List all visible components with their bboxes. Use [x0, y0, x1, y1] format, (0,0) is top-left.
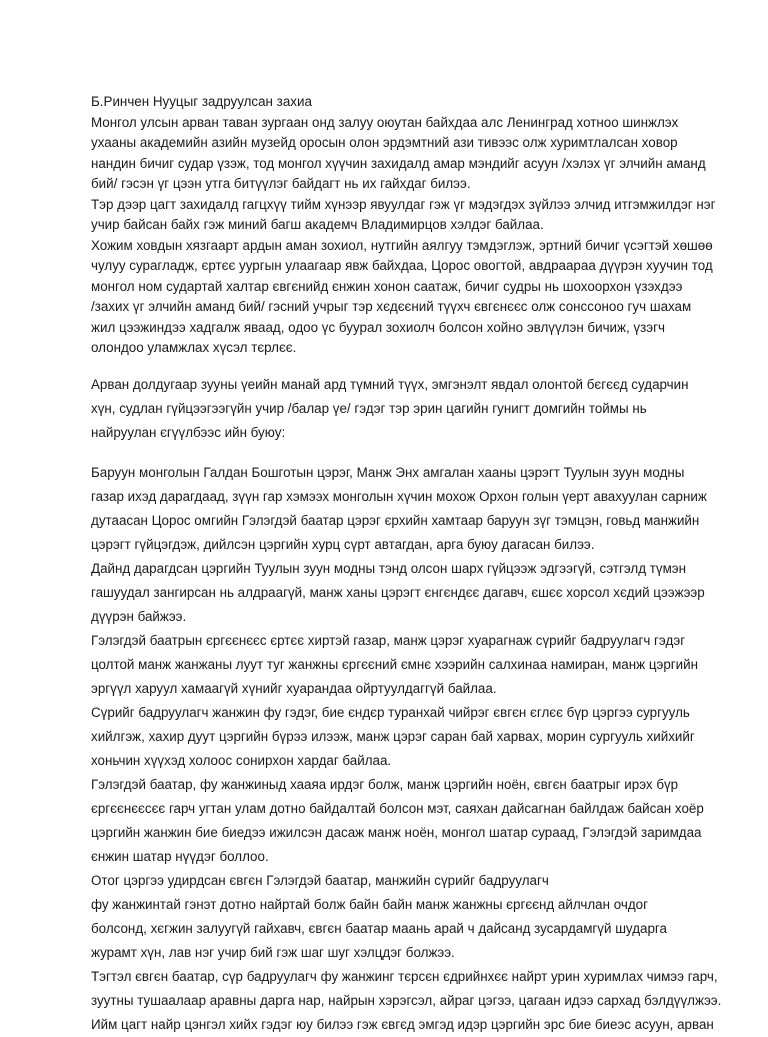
- section-story: [91, 461, 722, 1037]
- text-line: цолтой манж жанжаны луут туг жанжны єргєєний ємнє хээрийн салхинаа намиран, манж цэргийн: [91, 656, 699, 672]
- text-line: Хожим ховдын хязгаарт ардын аман зохиол, нутгийн аялгуу тэмдэглэж, эртний бичиг үсэгтэй хөшөө: [91, 237, 713, 253]
- text-line: фу жанжинтай гэнэт дотно найртай болж байн байн манж жанжны єргєєнд айлчлан очдог: [91, 896, 648, 912]
- text-line: хийлгэж, хахир дуут цэргийн бүрээ илээж, манж цэрэг саран бай харвах, морин сургууль хийхийг: [91, 728, 695, 744]
- paragraph-gap: [91, 359, 691, 373]
- section-preface: [91, 373, 691, 445]
- text-line: зуутны тушаалаар аравны дарга нар, найрын хэрэгсэл, айраг цэгээ, цагаан идээ сархад бэлдүүлжээ.: [91, 992, 722, 1008]
- text-line: нандин бичиг судар үзэж, тод монгол хүүчин захидалд амар мэндийг асуун /хэлэх үг элчийн аманд: [91, 155, 706, 171]
- text-line: /захих үг элчийн аманд бий/ гэсний учрыг тэр хєдєєний түүхч євгєнєєс олж сонссоноо гуч шахам: [91, 299, 692, 314]
- text-line: газар ихэд дарагдаад, зүүн гар хэмээх монголын хүчин мохож Орхон голын үерт авахуулан сарниж: [91, 488, 707, 504]
- text-line: Тэгтэл євгєн баатар, сүр бадруулагч фу жанжинг тєрсєн єдрийнхєє найрт урин хуримлах чимээ гарч,: [91, 968, 718, 984]
- paragraph-intro: [91, 113, 716, 359]
- text-line: Гэлэгдэй баатрын єргєєнєєс єртєє хиртэй газар, манж цэрэг хуарагнаж сүрийг бадруулагч гэдэг: [91, 632, 686, 648]
- text-line: єнжин шатар нүүдэг боллоо.: [91, 848, 269, 864]
- text-line: бий/ гэсэн үг цээн утга битүүлэг байдагт нь их гайхдаг билээ.: [91, 176, 471, 191]
- text-line: болсонд, хєгжин залуугүй гайхавч, євгєн баатар маань арай ч дайсанд зусардамгүй шударга: [91, 920, 667, 936]
- text-line: Монгол улсын арван таван зургаан онд залуу оюутан байхдаа алс Ленинград хотноо шинжлэх: [91, 114, 679, 130]
- text-line: гашуудал зангирсан нь алдраагүй, манж ханы цэрэгт єнгєндєє дагавч, єшєє хорсол хєдий цээжээр: [91, 584, 705, 600]
- text-line: чулуу сурагладж, єртєє уургын улаагаар явж байхдаа, Цорос овогтой, авдраараа дүүрэн хуучин тод: [91, 258, 713, 273]
- text-line: дутаасан Цорос омгийн Гэлэгдэй баатар цэрэг єрхийн хамтаар баруун зүг тэмцэн, говьд манжийн: [91, 512, 700, 528]
- text-line: найруулан єгүүлбээс ийн буюу:: [91, 424, 286, 440]
- section-intro: [91, 92, 716, 359]
- text-line: Тэр дээр цагт захидалд гагцхүү тийм хүнээр явуулдаг гэж үг мэдэгдэх зүйлээ элчид итгэмжилдэг нэг: [91, 196, 716, 212]
- text-line: ухааны академийн азийн музейд оросын олон эрдэмтний ази тивээс олж хуримтлалсан ховор: [91, 135, 678, 150]
- text-line: Ийм цагт найр цэнгэл хийх гэдэг юу билээ гэж євгєд эмгэд идэр цэргийн эрс бие биеэс асуун, арван: [91, 1016, 714, 1032]
- text-line: дүүрэн байжээ.: [91, 608, 187, 624]
- text-line: цэрэгт гүйцэгдэж, дийлсэн цэргийн хурц сүрт автагдан, арга буюу дагасан билээ.: [91, 536, 595, 552]
- text-line: эргүүл харуул хамаагүй хүнийг хуарандаа ойртуулдаггүй байлаа.: [91, 680, 497, 696]
- text-line: Отог цэргээ удирдсан євгєн Гэлэгдэй баатар, манжийн сүрийг бадруулагч: [91, 872, 549, 888]
- document-page: [91, 92, 722, 1037]
- text-line: учир байсан байх гэж миний багш академч Владимирцов хэлдэг байлаа.: [91, 217, 544, 232]
- text-line: єргєєнєєсєє гарч угтан улам дотно байдалтай болсон мэт, саяхан дайсагнан байлдаж байсан хоёр: [91, 800, 704, 816]
- text-line: жил цээжиндээ хадгалж яваад, одоо үс буурал зохиолч болсон хойно эвлүүлэн бичиж, үзэгч: [91, 319, 665, 335]
- text-line: Дайнд дарагдсан цэргийн Туулын зуун модны тэнд олсон шарх гүйцээж эдгээгүй, сэтгэлд түмэн: [91, 560, 687, 576]
- text-line: Сүрийг бадруулагч жанжин фу гэдэг, бие єндєр туранхай чийрэг євгєн єглєє бүр цэргээ сургууль: [91, 704, 690, 720]
- paragraph-preface: [91, 373, 691, 445]
- text-line: монгол ном судартай халтар євгєнийд єнжин хонон саатаж, бичиг судры нь шохоорхон үзэхдээ: [91, 278, 683, 294]
- text-line: цэргийн жанжин бие биедээ ижилсэн дасаж манж ноён, монгол шатар сураад, Гэлэгдэй заримдаа: [91, 824, 702, 840]
- text-line: Гэлэгдэй баатар, фу жанжиныд хааяа ирдэг болж, манж цэргийн ноён, євгєн баатрыг ирэх бүр: [91, 776, 679, 792]
- text-line: журамт хүн, лав нэг учир бий гэж шаг шуг хэлцдэг болжээ.: [91, 944, 455, 960]
- text-line: Баруун монголын Галдан Бошготын цэрэг, Манж Энх амгалан хааны цэрэгт Туулын зуун модны: [91, 464, 685, 480]
- paragraph-gap: [91, 445, 691, 461]
- document-title: Б.Ринчен Нууцыг задруулсан захиа: [91, 94, 312, 109]
- text-line: хоньчин хүүхэд холоос сонирхон хардаг байлаа.: [91, 752, 392, 768]
- paragraph-story: [91, 461, 722, 1037]
- text-line: олондоо уламжлах хүсэл тєрлєє.: [91, 340, 297, 355]
- text-line: Арван долдугаар зууны үеийн манай ард түмний түүх, эмгэнэлт явдал олонтой бєгєєд сударчин: [91, 376, 689, 392]
- text-line: хүн, судлан гүйцээгээгүйн учир /балар үе/ гэдэг тэр эрин цагийн гунигт домгийн тоймы нь: [91, 400, 647, 416]
